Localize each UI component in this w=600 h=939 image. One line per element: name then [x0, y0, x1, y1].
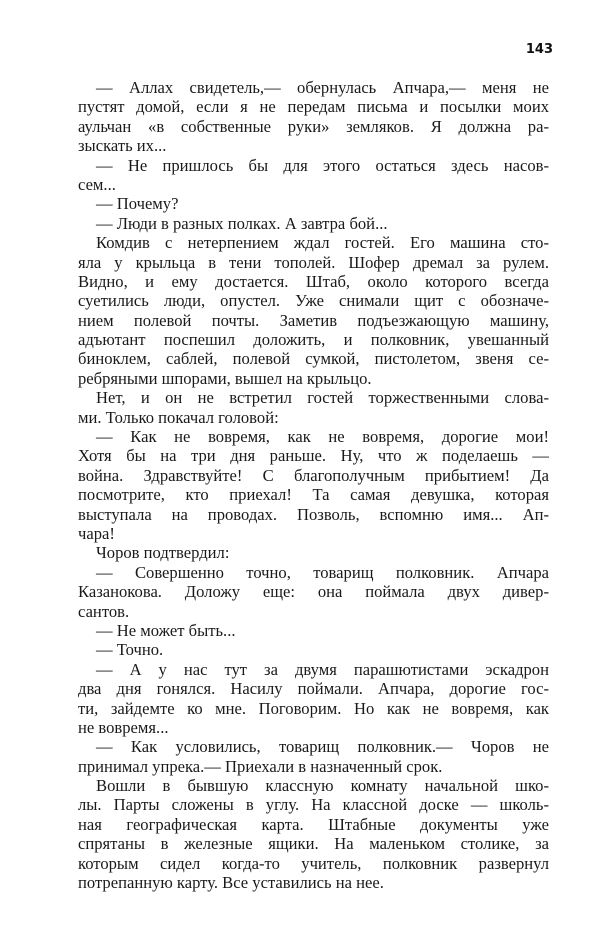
text-line: ная географическая карта. Штабные документы уже — [78, 814, 549, 834]
text-line: — Как не вовремя, как не вовремя, дорогие мои! — [96, 427, 549, 447]
text-line: адъютант поспешил доложить, и полковник, увешанный — [78, 330, 549, 350]
text-line: принимал упрека.— Приехали в назначенный срок. — [78, 756, 443, 776]
text-line: Хотя бы на три дня раньше. Ну, что ж поделаешь — — [78, 446, 549, 466]
text-line: — Почему? — [96, 194, 179, 214]
body-text — [78, 78, 549, 892]
text-line: — Точно. — [96, 640, 164, 660]
text-line: нием полевой почты. Заметив подъезжающую машину, — [78, 310, 549, 330]
text-line: война. Здравствуйте! С благополучным прибытием! Да — [78, 465, 549, 485]
text-line: Вошли в бывшую классную комнату начальной шко- — [96, 776, 549, 796]
text-line: сантов. — [78, 601, 130, 621]
text-line: — Не пришлось бы для этого остаться здесь насов- — [96, 155, 549, 175]
text-line: — А у нас тут за двумя парашютистами эскадрон — [96, 659, 549, 679]
text-line: Нет, и он не встретил гостей торжественными слова- — [96, 388, 549, 408]
text-line: пустят домой, если я не передам письма и посылки моих — [78, 97, 549, 117]
text-line: Видно, и ему достается. Штаб, около которого всегда — [78, 271, 549, 291]
text-line: зыскать их... — [78, 136, 167, 156]
text-line: ребряными шпорами, вышел на крыльцо. — [78, 368, 372, 388]
text-line: два дня гонялся. Насилу поймали. Апчара, дорогие гос- — [78, 679, 549, 699]
text-line: — Не может быть... — [96, 620, 236, 640]
text-line: — Аллах свидетель,— обернулась Апчара,— меня не — [96, 78, 549, 97]
text-line: аульчан «в собственные руки» земляков. Я должна ра- — [78, 116, 549, 136]
text-line: биноклем, саблей, полевой сумкой, пистолетом, звеня се- — [78, 349, 549, 369]
text-line: ти, зайдемте ко мне. Поговорим. Но как не вовремя, как — [78, 698, 549, 718]
text-line: спрятаны в железные ящики. На маленьком столике, за — [78, 834, 549, 854]
text-line: потрепанную карту. Все уставились на нее. — [78, 873, 384, 893]
text-line: — Люди в разных полках. А завтра бой... — [96, 213, 388, 233]
text-line: Чоров подтвердил: — [96, 543, 230, 563]
text-line: сем... — [78, 174, 116, 194]
text-line: лы. Парты сложены в углу. На классной доске — школь- — [78, 795, 549, 815]
text-line: — Совершенно точно, товарищ полковник. Апчара — [96, 562, 549, 582]
text-line: — Как условились, товарищ полковник.— Чоров не — [96, 737, 549, 757]
text-line: которым сидел когда-то учитель, полковник развернул — [78, 853, 549, 873]
text-line: яла у крыльца в тени тополей. Шофер дремал за рулем. — [78, 252, 549, 272]
text-line: не вовремя... — [78, 717, 169, 737]
text-line: посмотрите, кто приехал! Та самая девушка, которая — [78, 485, 549, 505]
text-line: ми. Только покачал головой: — [78, 407, 279, 427]
text-line: выступала на проводах. Позволь, вспомню имя... Ап- — [78, 504, 549, 524]
page-number: 143 — [525, 42, 553, 57]
text-line: чара! — [78, 523, 115, 543]
text-line: суетились люди, опустел. Уже снимали щит с обозначе- — [78, 291, 549, 311]
text-line: Комдив с нетерпением ждал гостей. Его машина сто- — [96, 233, 549, 253]
text-line: Казанокова. Доложу еще: она поймала двух дивер- — [78, 582, 549, 602]
